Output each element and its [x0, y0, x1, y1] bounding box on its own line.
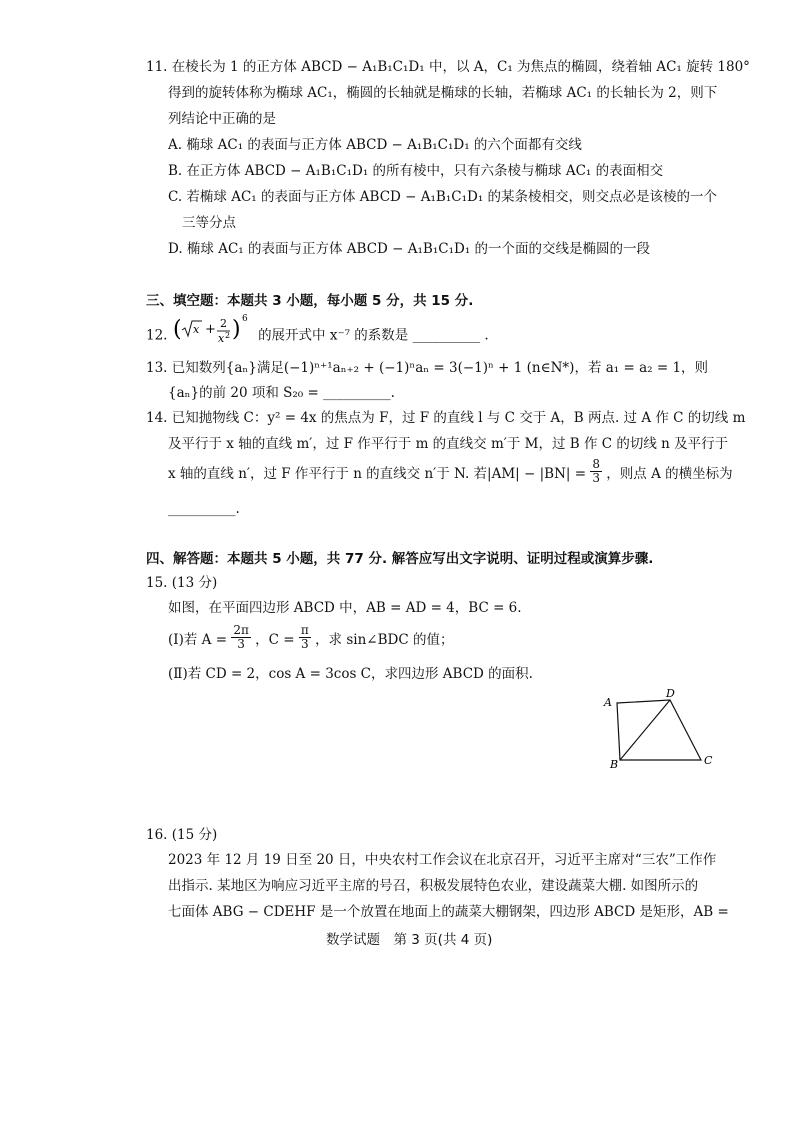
label-b: B: [610, 758, 619, 771]
q15-head: 15. (13 分): [146, 575, 218, 591]
q11-stem-line-2: 得到的旋转体称为椭球 AC₁，椭圆的长轴就是椭球的长轴，若椭球 AC₁ 的长轴长为 2，则下: [168, 85, 718, 101]
svg-text:(: (: [172, 317, 182, 342]
q11-option-a: A. 椭球 AC₁ 的表面与正方体 ABCD − A₁B₁C₁D₁ 的六个面都有交线: [168, 137, 582, 153]
q15-frac-2-num: π: [300, 623, 309, 637]
q12-number: 12.: [146, 327, 172, 344]
q12-line: [146, 314, 489, 350]
q13-line-1: 13. 已知数列{aₙ}满足(−1)ⁿ⁺¹aₙ₊₂ + (−1)ⁿaₙ = 3(−1)ⁿ + 1 (n∈N*)，若 a₁ = a₂ = 1，则: [146, 360, 709, 376]
q11-stem-line-3: 列结论中正确的是: [168, 111, 276, 127]
q16-line-2: 出指示. 某地区为响应习近平主席的号召，积极发展特色农业，建设蔬菜大棚. 如图所示的: [168, 878, 699, 894]
q15-frac-1: [231, 624, 251, 651]
q15-part-1-pre: (Ⅰ)若 A =: [168, 632, 232, 648]
q16-line-1: 2023 年 12 月 19 日至 20 日，中央农村工作会议在北京召开，习近平主席对“三农”工作作: [168, 852, 717, 868]
q14-line-2: 及平行于 x 轴的直线 m′，过 F 作平行于 m 的直线交 m′于 M，过 B 作 C 的切线 n 及平行于: [168, 436, 729, 452]
diagonal-bd: [620, 700, 670, 760]
q15-part-2: (Ⅱ)若 CD = 2，cos A = 3cos C，求四边形 ABCD 的面积.: [168, 666, 533, 682]
svg-text:x: x: [192, 323, 199, 336]
q11-option-c-cont: 三等分点: [182, 215, 236, 231]
q14-line-3-tail: ，则点 A 的横坐标为: [606, 466, 733, 482]
label-d: D: [666, 688, 675, 700]
q15-intro: 如图，在平面四边形 ABCD 中，AB = AD = 4，BC = 6.: [168, 600, 522, 616]
section4-title: 四、解答题：本题共 5 小题，共 77 分. 解答应写出文字说明、证明过程或演算步骤.: [146, 551, 654, 567]
q11-option-d: D. 椭球 AC₁ 的表面与正方体 ABCD − A₁B₁C₁D₁ 的一个面的交线是椭圆的一段: [168, 241, 651, 257]
label-c: C: [704, 754, 713, 767]
q14-blank: __________.: [168, 501, 240, 517]
q11-stem-line-1: 11. 在棱长为 1 的正方体 ABCD − A₁B₁C₁D₁ 中，以 A，C₁ 为焦点的椭圆，绕着轴 AC₁ 旋转 180°: [146, 59, 750, 75]
q13-line-2: {aₙ}的前 20 项和 S₂₀ = __________.: [168, 385, 395, 401]
q15-part-1-mid: ，C =: [255, 632, 299, 648]
q14-line-3: [168, 457, 733, 485]
q15-part-1-post: ，求 sin∠BDC 的值；: [315, 632, 454, 648]
section3-title: 三、填空题：本题共 3 小题，每小题 5 分，共 15 分.: [146, 293, 474, 309]
q14-line-1: 14. 已知抛物线 C：y² = 4x 的焦点为 F，过 F 的直线 l 与 C 交于 A，B 两点. 过 A 作 C 的切线 m: [146, 410, 746, 426]
q15-frac-2: [299, 624, 311, 651]
q12-expression: [172, 312, 254, 350]
svg-text:6: 6: [241, 314, 248, 324]
quadrilateral-abcd: [617, 700, 701, 760]
q11-option-b: B. 在正方体 ABCD − A₁B₁C₁D₁ 的所有棱中，只有六条棱与椭球 AC₁ 的表面相交: [168, 163, 664, 179]
q14-line-3-text: x 轴的直线 n′，过 F 作平行于 n 的直线交 n′于 N. 若|AM| − |BN| =: [168, 466, 591, 482]
q14-fraction-den: 3: [592, 471, 600, 485]
q15-frac-1-num: 2π: [233, 623, 249, 637]
q16-head: 16. (15 分): [146, 827, 218, 843]
svg-text:2: 2: [219, 317, 227, 330]
svg-text:x: x: [217, 332, 224, 345]
q15-part-1: [168, 623, 454, 651]
label-a: A: [604, 696, 612, 709]
q12-blank: __________: [412, 327, 481, 344]
svg-text:): ): [231, 317, 241, 342]
q12-text: 的展开式中 x⁻⁷ 的系数是: [258, 327, 409, 344]
q11-option-c: C. 若椭球 AC₁ 的表面与正方体 ABCD − A₁B₁C₁D₁ 的某条棱相交，则交点必是该棱的一个: [168, 189, 718, 205]
q14-fraction-num: 8: [592, 457, 600, 471]
q16-line-3: 七面体 ABG − CDEHF 是一个放置在地面上的蔬菜大棚钢架，四边形 ABCD 是矩形，AB =: [168, 904, 729, 920]
q15-frac-2-den: 3: [301, 637, 309, 651]
svg-text:+: +: [204, 322, 216, 337]
q12-end: .: [484, 327, 489, 344]
svg-text:2: 2: [224, 331, 230, 340]
page-footer: 数学试题 第 3 页(共 4 页): [326, 932, 493, 948]
q15-frac-1-den: 3: [237, 637, 245, 651]
q14-fraction: [590, 458, 602, 485]
q15-figure: [598, 688, 738, 778]
